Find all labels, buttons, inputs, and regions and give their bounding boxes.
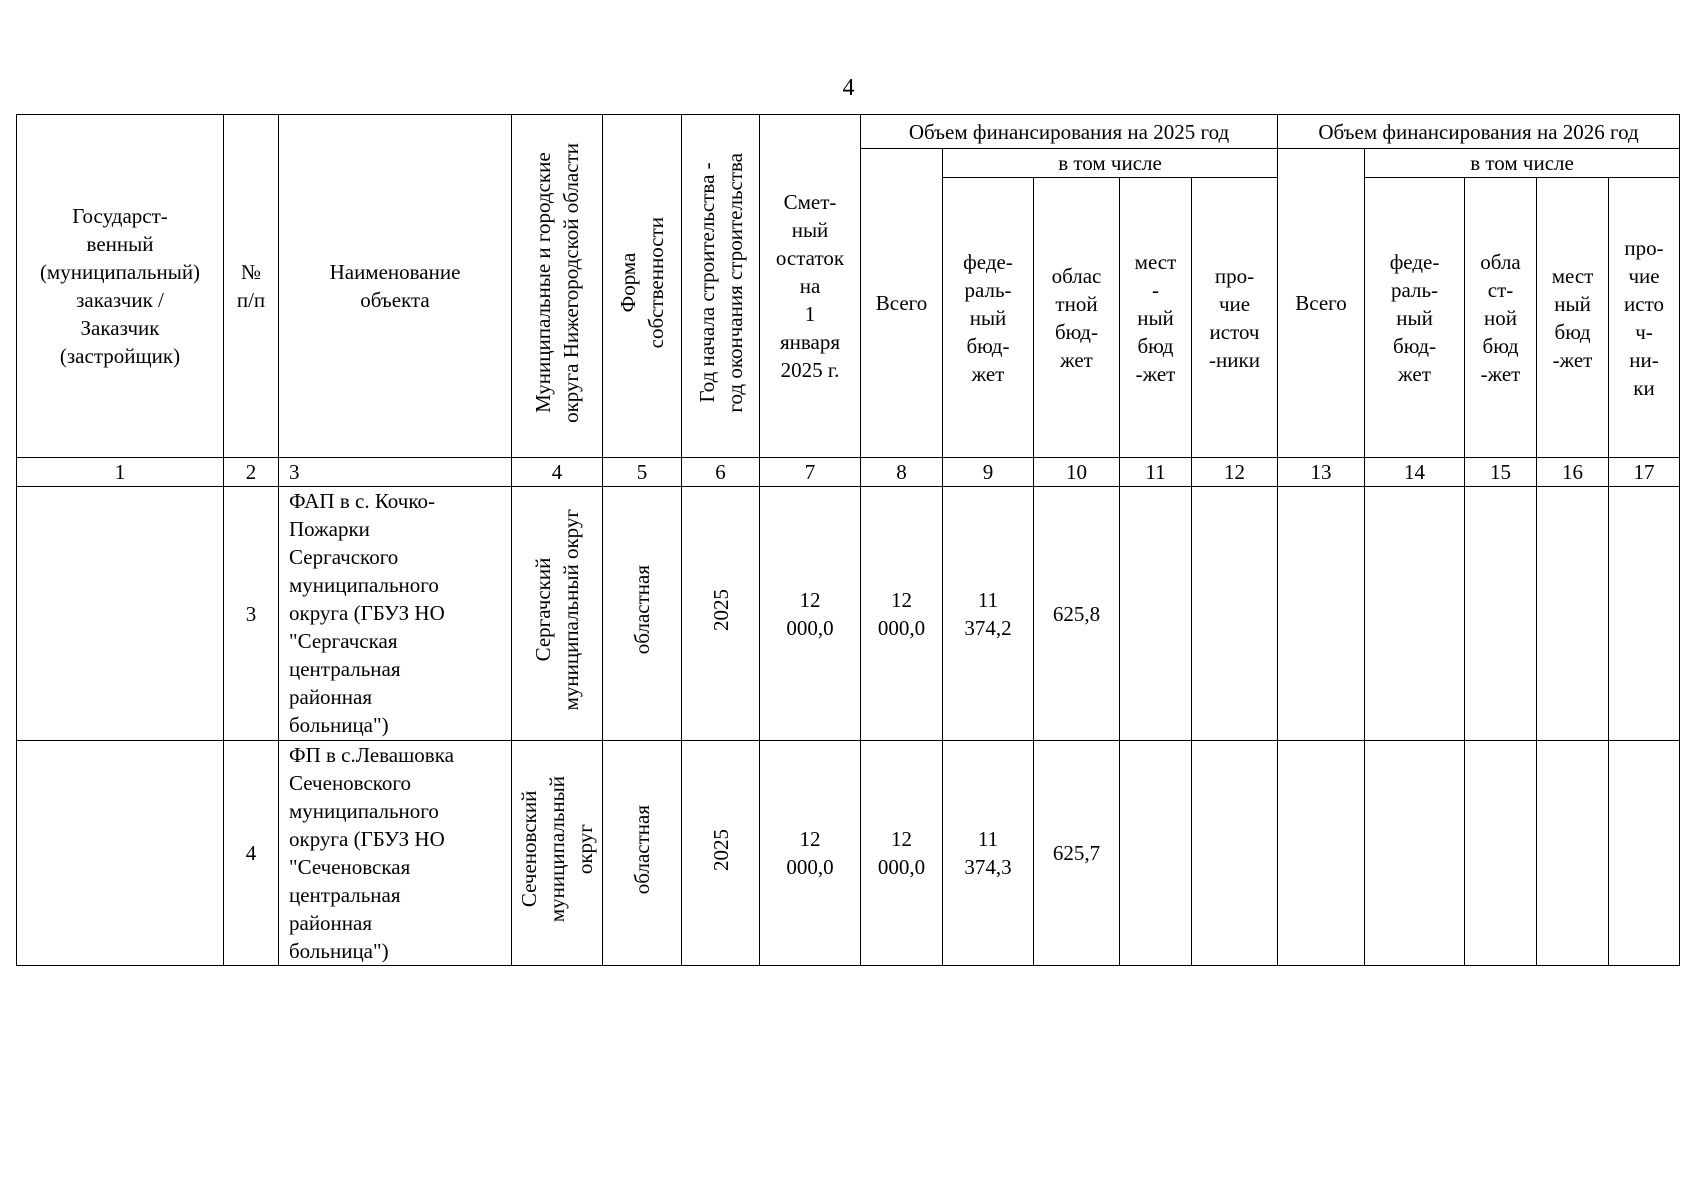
cell-regional-2026 bbox=[1465, 487, 1537, 741]
header-num: № п/п bbox=[224, 115, 279, 458]
column-number: 16 bbox=[1537, 458, 1609, 487]
column-numbers-row bbox=[17, 458, 1680, 487]
header-total-2025: Всего bbox=[861, 149, 943, 458]
column-number: 10 bbox=[1034, 458, 1120, 487]
column-number: 2 bbox=[224, 458, 279, 487]
cell-total-2026 bbox=[1278, 487, 1365, 741]
column-number: 9 bbox=[943, 458, 1034, 487]
page-number: 4 bbox=[842, 75, 855, 101]
cell-ownership: областная bbox=[603, 741, 682, 966]
cell-federal-2025: 11 374,2 bbox=[943, 487, 1034, 741]
cell-years: 2025 bbox=[682, 487, 760, 741]
header-local-2026: мест ный бюд -жет bbox=[1537, 178, 1609, 458]
column-number: 13 bbox=[1278, 458, 1365, 487]
cell-regional-2025: 625,7 bbox=[1034, 741, 1120, 966]
header-object-name: Наименование объекта bbox=[279, 115, 512, 458]
header-ownership: Форма собственности bbox=[603, 115, 682, 458]
cell-total-2025: 12 000,0 bbox=[861, 741, 943, 966]
cell-regional-2026 bbox=[1465, 741, 1537, 966]
cell-other-2026 bbox=[1609, 741, 1680, 966]
cell-federal-2026 bbox=[1365, 487, 1465, 741]
header-estimate: Смет- ный остаток на 1 января 2025 г. bbox=[760, 115, 861, 458]
cell-local-2025 bbox=[1120, 487, 1192, 741]
column-number: 5 bbox=[603, 458, 682, 487]
cell-total-2026 bbox=[1278, 741, 1365, 966]
column-number: 12 bbox=[1192, 458, 1278, 487]
cell-local-2025 bbox=[1120, 741, 1192, 966]
cell-num: 3 bbox=[224, 487, 279, 741]
header-fin-2025: Объем финансирования на 2025 год bbox=[861, 115, 1278, 149]
cell-municipality: Сергачский муниципальный округ bbox=[512, 487, 603, 741]
header-local-2025: мест - ный бюд -жет bbox=[1120, 178, 1192, 458]
header-federal-2026: феде- раль- ный бюд- жет bbox=[1365, 178, 1465, 458]
header-federal-2025: феде- раль- ный бюд- жет bbox=[943, 178, 1034, 458]
cell-federal-2026 bbox=[1365, 741, 1465, 966]
column-number: 6 bbox=[682, 458, 760, 487]
cell-years: 2025 bbox=[682, 741, 760, 966]
cell-local-2026 bbox=[1537, 741, 1609, 966]
header-fin-2026: Объем финансирования на 2026 год bbox=[1278, 115, 1680, 149]
column-number: 11 bbox=[1120, 458, 1192, 487]
table-row bbox=[17, 487, 1680, 741]
cell-customer bbox=[17, 487, 224, 741]
cell-other-2026 bbox=[1609, 487, 1680, 741]
column-number: 8 bbox=[861, 458, 943, 487]
table-row bbox=[17, 741, 1680, 966]
column-number: 3 bbox=[279, 458, 512, 487]
header-other-2026: про- чие исто ч- ни- ки bbox=[1609, 178, 1680, 458]
column-number: 17 bbox=[1609, 458, 1680, 487]
header-other-2025: про- чие источ -ники bbox=[1192, 178, 1278, 458]
cell-estimate: 12 000,0 bbox=[760, 487, 861, 741]
cell-object-name: ФАП в с. Кочко- Пожарки Сергачского муниципального округа (ГБУЗ НО "Сергачская центральная районная больница") bbox=[279, 487, 512, 741]
cell-estimate: 12 000,0 bbox=[760, 741, 861, 966]
header-including-2026: в том числе bbox=[1365, 149, 1680, 178]
cell-total-2025: 12 000,0 bbox=[861, 487, 943, 741]
cell-other-2025 bbox=[1192, 487, 1278, 741]
cell-object-name: ФП в с.Левашовка Сеченовского муниципального округа (ГБУЗ НО "Сеченовская центральная районная больница") bbox=[279, 741, 512, 966]
header-regional-2026: обла ст- ной бюд -жет bbox=[1465, 178, 1537, 458]
header-total-2026: Всего bbox=[1278, 149, 1365, 458]
header-municipality: Муниципальные и городские округа Нижегородской области bbox=[512, 115, 603, 458]
cell-customer bbox=[17, 741, 224, 966]
financing-table bbox=[16, 114, 1680, 966]
column-number: 7 bbox=[760, 458, 861, 487]
column-number: 4 bbox=[512, 458, 603, 487]
cell-municipality: Сеченовский муниципальный округ bbox=[512, 741, 603, 966]
header-years: Год начала строительства - год окончания строительства bbox=[682, 115, 760, 458]
cell-local-2026 bbox=[1537, 487, 1609, 741]
cell-other-2025 bbox=[1192, 741, 1278, 966]
cell-federal-2025: 11 374,3 bbox=[943, 741, 1034, 966]
header-including-2025: в том числе bbox=[943, 149, 1278, 178]
column-number: 14 bbox=[1365, 458, 1465, 487]
cell-regional-2025: 625,8 bbox=[1034, 487, 1120, 741]
header-customer: Государст- венный (муниципальный) заказчик / Заказчик (застройщик) bbox=[17, 115, 224, 458]
column-number: 15 bbox=[1465, 458, 1537, 487]
cell-num: 4 bbox=[224, 741, 279, 966]
header-regional-2025: облас тной бюд- жет bbox=[1034, 178, 1120, 458]
cell-ownership: областная bbox=[603, 487, 682, 741]
column-number: 1 bbox=[17, 458, 224, 487]
